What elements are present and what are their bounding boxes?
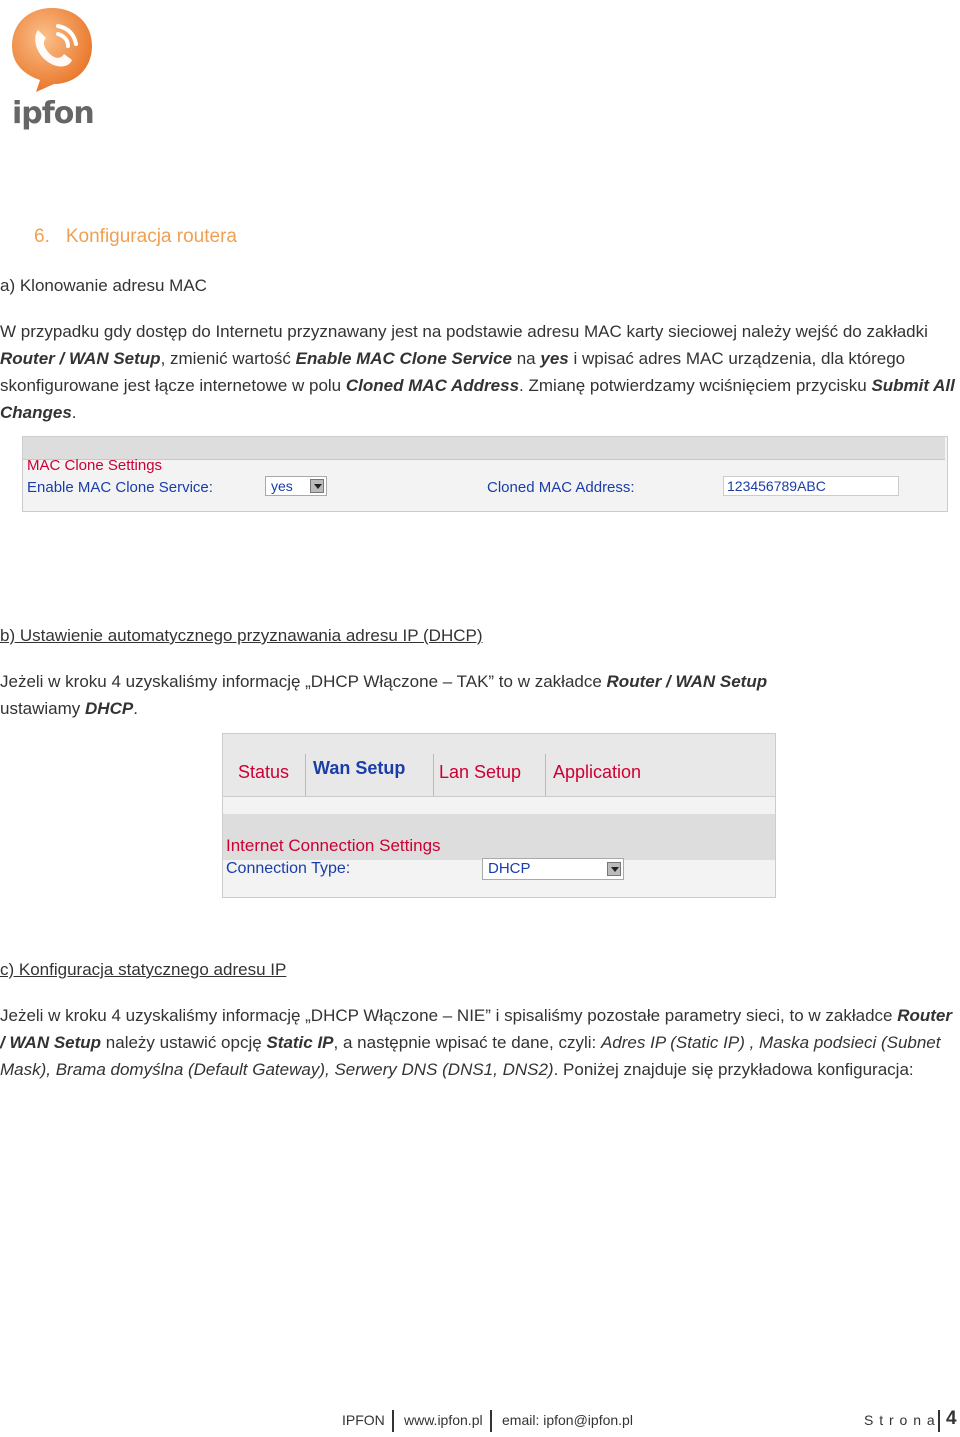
footer-page-label: S t r o n a: [864, 1412, 936, 1428]
enable-mac-value: yes: [271, 478, 293, 494]
footer-www[interactable]: www.ipfon.pl: [404, 1412, 483, 1428]
logo-phone-icon: [8, 4, 98, 96]
footer-divider: [490, 1410, 492, 1432]
tab-bar: [223, 734, 775, 797]
yes-emphasis: yes: [540, 349, 569, 368]
text: . Poniżej znajduje się przykładowa konfiguracja:: [553, 1060, 914, 1079]
logo-text: ipfon: [12, 96, 94, 131]
tab-divider: [545, 754, 546, 796]
text: należy ustawić opcję: [101, 1033, 267, 1052]
heading-b: b) Ustawienie automatycznego przyznawania adresu IP (DHCP): [0, 626, 483, 645]
ipfon-logo: [8, 4, 98, 134]
text: Jeżeli w kroku 4 uzyskaliśmy informację „DHCP Włączone – NIE” i spisaliśmy pozostałe parametry sieci, to w zakładce: [0, 1006, 898, 1025]
cloned-mac-input[interactable]: 123456789ABC: [723, 476, 899, 496]
tab-application[interactable]: Application: [553, 762, 642, 782]
params-emphasis: Adres IP (Static IP) , Maska podsieci (Subnet Mask), Brama domyślna (Default Gateway), Serwery DNS (DNS1, DNS2): [0, 1033, 941, 1079]
section-title: Konfiguracja routera: [65, 226, 237, 247]
text: na: [512, 349, 541, 368]
static-ip-emphasis: Static IP: [266, 1033, 334, 1052]
internet-connection-title: Internet Connection Settings: [226, 836, 441, 855]
dhcp-emphasis: DHCP: [85, 699, 134, 718]
router-wan-emphasis: Router / WAN Setup: [606, 672, 768, 691]
enable-mac-select[interactable]: [265, 476, 327, 496]
router-wan-emphasis: Router / WAN Setup: [0, 1006, 952, 1052]
connection-type-value: DHCP: [488, 860, 531, 877]
chevron-down-icon[interactable]: [310, 479, 324, 493]
submit-emphasis: Submit All Changes: [0, 376, 955, 422]
paragraph-c: [0, 1002, 958, 1083]
text: i wpisać adres MAC urządzenia, dla którego skonfigurowane jest łącze internetowe w polu: [0, 349, 906, 395]
footer-divider: [392, 1410, 394, 1432]
cloned-mac-label: Cloned MAC Address:: [487, 479, 635, 496]
enable-mac-emphasis: Enable MAC Clone Service: [295, 349, 512, 368]
text: .: [133, 699, 138, 718]
page-number: 4: [946, 1408, 957, 1429]
connection-type-select[interactable]: [482, 858, 624, 880]
mac-clone-title: MAC Clone Settings: [27, 457, 163, 474]
text: .: [71, 403, 77, 422]
tab-status[interactable]: Status: [238, 762, 290, 782]
tab-wan-setup[interactable]: Wan Setup: [313, 758, 406, 778]
tab-lan-setup[interactable]: Lan Setup: [439, 762, 522, 782]
heading-c: c) Konfiguracja statycznego adresu IP: [0, 960, 287, 979]
text: , a następnie wpisać te dane, czyli:: [333, 1033, 601, 1052]
tab-divider: [305, 754, 306, 796]
section-number: 6.: [34, 226, 50, 247]
tab-divider: [433, 754, 434, 796]
footer-company: IPFON: [342, 1412, 385, 1428]
footer-divider: [938, 1410, 940, 1432]
wan-setup-panel: [222, 733, 776, 898]
text: Jeżeli w kroku 4 uzyskaliśmy informację „DHCP Włączone – TAK” to w zakładce: [0, 672, 607, 691]
section-heading: [34, 226, 237, 248]
paragraph-b: [0, 668, 958, 722]
text: ustawiamy: [0, 699, 86, 718]
text: , zmienić wartość: [160, 349, 296, 368]
mac-clone-panel: [22, 436, 948, 512]
text: . Zmianę potwierdzamy wciśnięciem przycisku: [519, 376, 872, 395]
chevron-down-icon[interactable]: [607, 862, 621, 876]
heading-a: a) Klonowanie adresu MAC: [0, 276, 207, 295]
enable-mac-label: Enable MAC Clone Service:: [27, 479, 213, 496]
connection-type-label: Connection Type:: [226, 860, 351, 877]
cloned-mac-emphasis: Cloned MAC Address: [345, 376, 520, 395]
paragraph-a: [0, 318, 958, 426]
router-wan-emphasis: Router / WAN Setup: [0, 349, 161, 368]
footer-email[interactable]: email: ipfon@ipfon.pl: [502, 1412, 633, 1428]
text: W przypadku gdy dostęp do Internetu przyznawany jest na podstawie adresu MAC karty sieciowej należy wejść do zakładki: [0, 322, 928, 341]
